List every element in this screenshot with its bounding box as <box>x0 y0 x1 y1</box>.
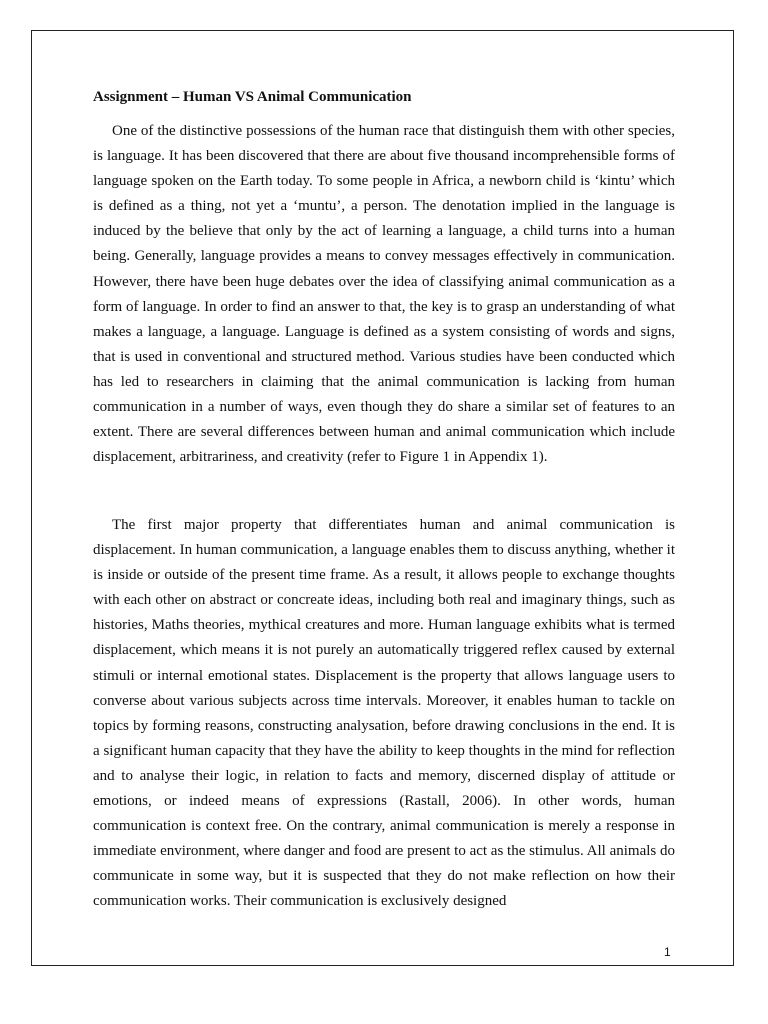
page-number: 1 <box>664 945 671 959</box>
document-title: Assignment – Human VS Animal Communication <box>93 89 412 105</box>
paragraph-intro: One of the distinctive possessions of the human race that distinguish them with other species, is language. It has been discovered that there are about five thousand incomprehensible forms of language spoken on the Earth today. To some people in Africa, a newborn child is ‘kintu’ which is defined as a thing, not yet a ‘muntu’, a person. The denotation implied in the language is induced by the believe that only by the act of learning a language, a child turns into a human being. Generally, language provides a means to convey messages effectively in communication. However, there have been huge debates over the idea of classifying animal communication as a form of language. In order to find an answer to that, the key is to grasp an understanding of what makes a language, a language. Language is defined as a system consisting of words and signs, that is used in conventional and structured method. Various studies have been conducted which has led to researchers in claiming that the animal communication is lacking from human communication in a number of ways, even though they do share a similar set of features to an extent. There are several differences between human and animal communication which include displacement, arbitrariness, and creativity (refer to Figure 1 in Appendix 1). <box>93 123 675 466</box>
paragraph-displacement: The first major property that differentiates human and animal communication is displacement. In human communication, a language enables them to discuss anything, whether it is inside or outside of the present time frame. As a result, it allows people to exchange thoughts with each other on abstract or concreate ideas, including both real and imaginary things, such as histories, Maths theories, mythical creatures and more. Human language exhibits what is termed displacement, which means it is not purely an automatically triggered reflex caused by external stimuli or internal emotional states. Displacement is the property that allows language users to converse about various subjects across time intervals. Moreover, it enables human to tackle on topics by forming reasons, constructing analysation, before drawing conclusions in the end. It is a significant human capacity that they have the ability to keep thoughts in the mind for reflection and to analyse their logic, in relation to facts and memory, discerned display of attitude or emotions, or indeed means of expressions (Rastall, 2006). In other words, human communication is context free. On the contrary, animal communication is merely a response in immediate environment, where danger and food are present to act as the stimulus. All animals do communicate in some way, but it is suspected that they do not make reflection on how their communication works. Their communication is exclusively designed <box>93 517 675 910</box>
